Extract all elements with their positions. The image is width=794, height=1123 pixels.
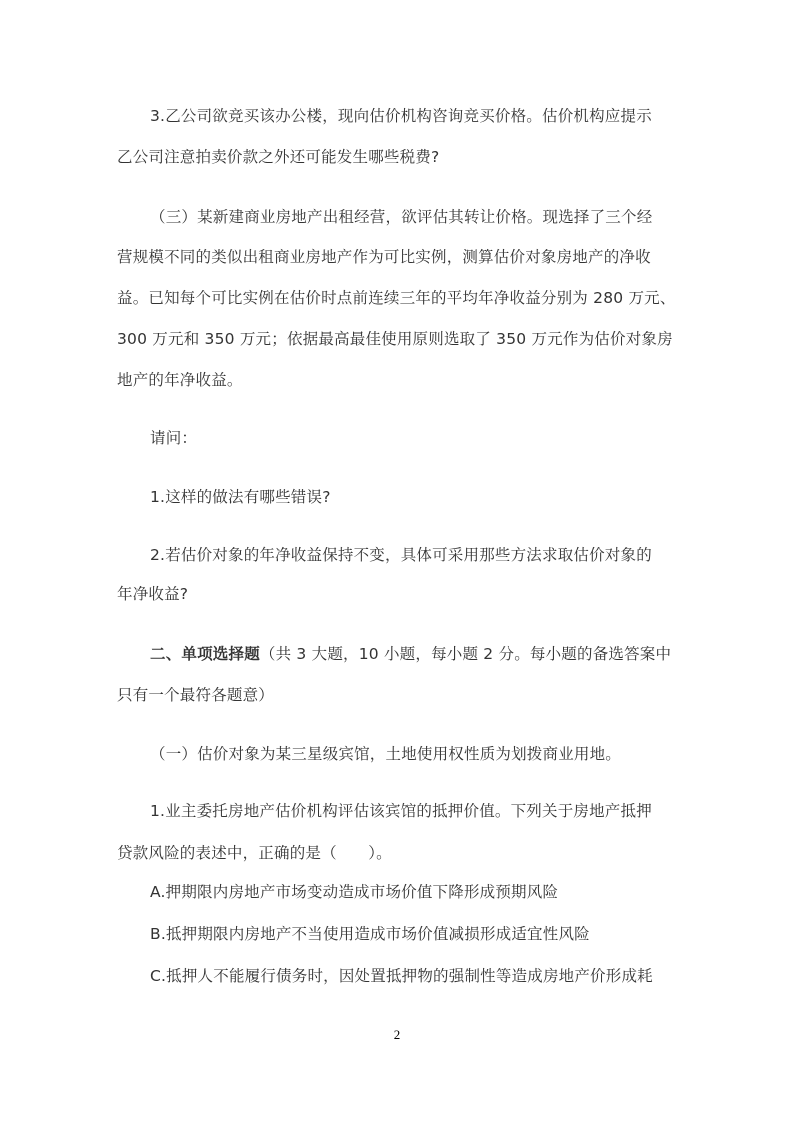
page-number: 2 xyxy=(393,1027,401,1042)
sub-question-1: 1.这样的做法有哪些错误? xyxy=(150,488,331,506)
case-3-line-3: 益。已知每个可比实例在估价时点前连续三年的平均年净收益分别为 280 万元、 xyxy=(117,289,676,307)
case-3-line-1: （三）某新建商业房地产出租经营，欲评估其转让价格。现选择了三个经 xyxy=(150,208,653,226)
option-b: B.抵押期限内房地产不当使用造成市场价值减损形成适宜性风险 xyxy=(150,925,590,943)
section-heading xyxy=(150,644,671,664)
section-heading-line-2: 只有一个最符各题意） xyxy=(117,686,275,704)
case-3-line-4: 300 万元和 350 万元；依据最高最佳使用原则选取了 350 万元作为估价对象房 xyxy=(117,330,673,348)
case-1-intro: （一）估价对象为某三星级宾馆，土地使用权性质为划拨商业用地。 xyxy=(150,745,622,763)
section-heading-title: 二、单项选择题 xyxy=(150,645,260,663)
section-heading-desc: （共 3 大题，10 小题，每小题 2 分。每小题的备选答案中 xyxy=(259,645,672,663)
case-3-line-5: 地产的年净收益。 xyxy=(117,371,243,389)
mc-question-1-line-2: 贷款风险的表述中，正确的是（ ）。 xyxy=(117,844,392,862)
option-c: C.抵押人不能履行债务时，因处置抵押物的强制性等造成房地产价形成耗 xyxy=(150,967,653,985)
question-3-line-1: 3.乙公司欲竞买该办公楼，现向估价机构咨询竞买价格。估价机构应提示 xyxy=(150,107,652,125)
mc-question-1-line-1: 1.业主委托房地产估价机构评估该宾馆的抵押价值。下列关于房地产抵押 xyxy=(150,802,652,820)
question-prompt: 请问： xyxy=(150,429,198,447)
question-3-line-2: 乙公司注意拍卖价款之外还可能发生哪些税费? xyxy=(117,148,440,166)
sub-question-2-line-2: 年净收益? xyxy=(117,585,189,603)
case-3-line-2: 营规模不同的类似出租商业房地产作为可比实例，测算估价对象房地产的净收 xyxy=(117,248,651,266)
option-a: A.押期限内房地产市场变动造成市场价值下降形成预期风险 xyxy=(150,883,559,901)
sub-question-2-line-1: 2.若估价对象的年净收益保持不变，具体可采用那些方法求取估价对象的 xyxy=(150,546,652,564)
